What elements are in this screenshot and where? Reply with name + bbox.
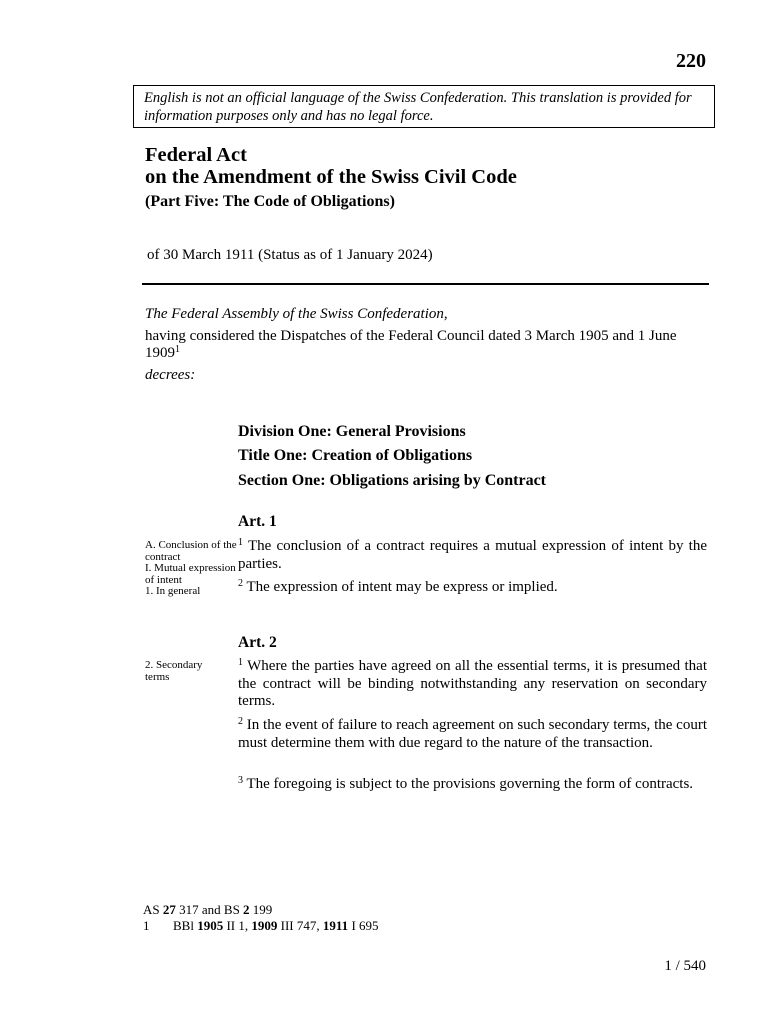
paragraph-text: The conclusion of a contract requires a mutual expression of intent by the parties. <box>238 538 708 572</box>
preamble-assembly: The Federal Assembly of the Swiss Confederation, <box>145 306 448 322</box>
footnote-year-1909: 1909 <box>251 918 278 933</box>
article-1-heading: Art. 1 <box>238 513 277 530</box>
as-prefix: AS <box>143 902 163 917</box>
as-volume: 27 <box>162 902 176 917</box>
translation-disclaimer: English is not an official language of the Swiss Confederation. This translation is provided for information purposes only and has no legal force. <box>133 85 715 128</box>
preamble-decrees: decrees: <box>145 366 196 383</box>
article-1-paragraph-2 <box>238 579 707 597</box>
bs-volume: 2 <box>243 902 250 917</box>
footnote-ref-text-3: I 695 <box>348 918 379 933</box>
footnote-year-1905: 1905 <box>197 918 224 933</box>
as-end: 199 <box>249 902 273 917</box>
footnote-ref-1[interactable]: 1 <box>175 344 180 355</box>
paragraph-text: Where the parties have agreed on all the essential terms, it is presumed that the contract will be binding notwithstanding any reservation on secondary terms. <box>238 658 707 709</box>
paragraph-number: 3 <box>238 775 243 786</box>
paragraph-number: 2 <box>238 716 243 727</box>
article-1-paragraph-1 <box>238 538 707 573</box>
margin-note-conclusion: A. Conclusion of the contract <box>145 539 237 563</box>
section-heading: Section One: Obligations arising by Contract <box>238 472 547 489</box>
division-heading: Division One: General Provisions <box>238 423 466 440</box>
footnote-bbl: BBl <box>173 918 198 933</box>
article-2-paragraph-3 <box>238 776 707 794</box>
article-2-heading: Art. 2 <box>238 634 277 651</box>
margin-note-secondary-terms: 2. Secondary terms <box>145 659 203 683</box>
article-1-margin-notes <box>145 540 237 598</box>
official-compilation-reference <box>143 902 379 918</box>
sr-number: 220 <box>676 50 706 72</box>
paragraph-number: 1 <box>238 657 243 668</box>
preamble-considered-text: having considered the Dispatches of the Federal Council dated 3 March 1905 and 1 June 1909 <box>145 327 677 361</box>
margin-note-in-general: 1. In general <box>145 585 201 597</box>
footnotes <box>143 902 379 934</box>
paragraph-text: The expression of intent may be express or implied. <box>246 579 558 595</box>
act-subtitle: (Part Five: The Code of Obligations) <box>145 193 395 210</box>
as-mid: 317 and BS <box>175 902 244 917</box>
footnote-year-1911: 1911 <box>322 918 349 933</box>
title-block <box>145 144 517 211</box>
margin-note-mutual-expression: I. Mutual expression of intent <box>145 562 236 586</box>
act-title-line-1: Federal Act <box>145 144 247 166</box>
paragraph-text: The foregoing is subject to the provisions governing the form of contracts. <box>246 776 694 792</box>
preamble-considered <box>145 328 711 363</box>
header-divider <box>142 283 709 285</box>
footnote-ref-text-1: II 1, <box>223 918 252 933</box>
article-2-paragraph-1 <box>238 658 707 711</box>
article-2-paragraph-2 <box>238 717 707 752</box>
footnote-ref-text-2: III 747, <box>277 918 323 933</box>
paragraph-number: 1 <box>238 537 243 548</box>
page-counter: 1 / 540 <box>664 958 706 974</box>
footnote-1 <box>143 918 379 934</box>
preamble <box>145 306 711 384</box>
paragraph-number: 2 <box>238 578 243 589</box>
title-heading: Title One: Creation of Obligations <box>238 447 473 464</box>
footnote-1-number: 1 <box>143 918 150 933</box>
act-date-status: of 30 March 1911 (Status as of 1 January 2024) <box>147 247 433 263</box>
paragraph-text: In the event of failure to reach agreement on such secondary terms, the court must determine them with due regard to the nature of the transaction. <box>238 717 707 751</box>
act-title-line-2: on the Amendment of the Swiss Civil Code <box>145 166 517 188</box>
